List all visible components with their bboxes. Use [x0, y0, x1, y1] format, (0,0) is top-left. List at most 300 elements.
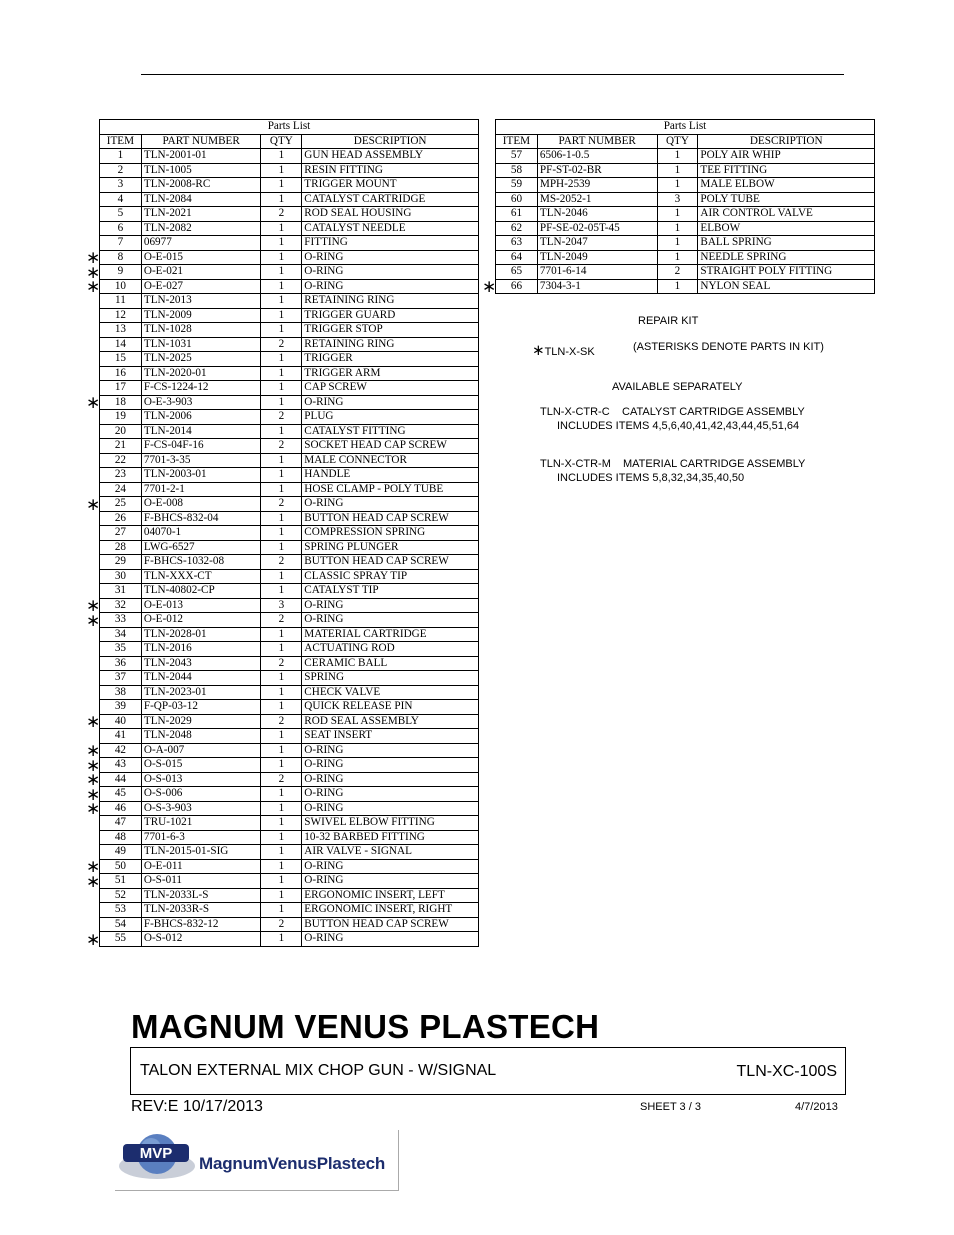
table-row [100, 540, 479, 555]
cell-item: 9 [100, 265, 142, 280]
cell-item: 31 [100, 584, 142, 599]
cell-description: BUTTON HEAD CAP SCREW [302, 917, 479, 932]
table-row [100, 439, 479, 454]
table-row [100, 250, 479, 265]
cell-item: 60 [496, 192, 538, 207]
cell-description: TRIGGER GUARD [302, 308, 479, 323]
cell-item: 24 [100, 482, 142, 497]
cell-part-number: LWG-6527 [141, 540, 261, 555]
cell-item: 44 [100, 772, 142, 787]
cell-qty: 1 [261, 830, 302, 845]
kit-asterisk: ∗ [86, 770, 101, 791]
cell-qty: 1 [261, 743, 302, 758]
cell-description: O-RING [302, 758, 479, 773]
cell-item: 27 [100, 526, 142, 541]
cell-item: 66 [496, 279, 538, 294]
ctr-m-desc: MATERIAL CARTRIDGE ASSEMBLY [623, 458, 806, 470]
cell-description: O-RING [302, 932, 479, 947]
table-row [496, 178, 875, 193]
cell-qty: 1 [657, 207, 698, 222]
cell-qty: 1 [261, 250, 302, 265]
cell-part-number: F-CS-1224-12 [141, 381, 261, 396]
cell-qty: 2 [261, 207, 302, 222]
cell-qty: 1 [261, 482, 302, 497]
cell-description: MALE ELBOW [698, 178, 875, 193]
cell-part-number: 7701-6-3 [141, 830, 261, 845]
cell-description: BUTTON HEAD CAP SCREW [302, 511, 479, 526]
cell-description: COMPRESSION SPRING [302, 526, 479, 541]
cell-qty: 1 [261, 395, 302, 410]
parts-list-table-right [495, 119, 875, 294]
cell-qty: 1 [261, 511, 302, 526]
table-row [100, 801, 479, 816]
cell-description: SPRING [302, 671, 479, 686]
cell-part-number: TLN-2047 [537, 236, 657, 251]
cell-part-number: TLN-2001-01 [141, 149, 261, 164]
cell-part-number: O-S-012 [141, 932, 261, 947]
cell-description: SWIVEL ELBOW FITTING [302, 816, 479, 831]
cell-description: CLASSIC SPRAY TIP [302, 569, 479, 584]
ctr-c-part: TLN-X-CTR-C [540, 406, 610, 418]
cell-item: 10 [100, 279, 142, 294]
mvp-globe-icon [115, 1130, 205, 1190]
cell-part-number: TLN-2043 [141, 656, 261, 671]
cell-description: TEE FITTING [698, 163, 875, 178]
cell-qty: 2 [261, 410, 302, 425]
table-row [100, 598, 479, 613]
cell-qty: 1 [261, 540, 302, 555]
table-row [100, 888, 479, 903]
cell-qty: 1 [261, 627, 302, 642]
cell-description: NEEDLE SPRING [698, 250, 875, 265]
header-description: DESCRIPTION [698, 134, 875, 149]
cell-description: O-RING [302, 801, 479, 816]
table-row [100, 337, 479, 352]
cell-qty: 1 [657, 279, 698, 294]
cell-description: RETAINING RING [302, 294, 479, 309]
cell-part-number: MPH-2539 [537, 178, 657, 193]
cell-item: 28 [100, 540, 142, 555]
cell-description: POLY AIR WHIP [698, 149, 875, 164]
cell-qty: 1 [261, 845, 302, 860]
ctr-c-includes: INCLUDES ITEMS 4,5,6,40,41,42,43,44,45,51,64 [557, 420, 800, 432]
cell-description: TRIGGER MOUNT [302, 178, 479, 193]
table-row [100, 845, 479, 860]
header-part-number: PART NUMBER [141, 134, 261, 149]
cell-item: 25 [100, 497, 142, 512]
cell-part-number: PF-ST-02-BR [537, 163, 657, 178]
cell-item: 16 [100, 366, 142, 381]
cell-qty: 1 [261, 149, 302, 164]
cell-part-number: MS-2052-1 [537, 192, 657, 207]
cell-qty: 1 [261, 236, 302, 251]
asterisk-marker: ∗ [532, 341, 545, 359]
cell-part-number: 04070-1 [141, 526, 261, 541]
table-row [100, 192, 479, 207]
cell-part-number: TLN-1031 [141, 337, 261, 352]
drawing-number: TLN-XC-100S [736, 1063, 837, 1080]
table-caption-row [496, 120, 875, 135]
repair-kit-part: TLN-X-SK [544, 346, 595, 358]
table-row [100, 294, 479, 309]
header-item: ITEM [100, 134, 142, 149]
cell-qty: 1 [261, 178, 302, 193]
table-caption: Parts List [100, 120, 479, 135]
cell-part-number: O-S-011 [141, 874, 261, 889]
table-row [496, 221, 875, 236]
cell-qty: 1 [261, 453, 302, 468]
cell-part-number: TLN-2014 [141, 424, 261, 439]
cell-description: SEAT INSERT [302, 729, 479, 744]
cell-item: 14 [100, 337, 142, 352]
cell-description: ERGONOMIC INSERT, RIGHT [302, 903, 479, 918]
cell-item: 47 [100, 816, 142, 831]
table-header-row [100, 134, 479, 149]
cell-description: ROD SEAL ASSEMBLY [302, 714, 479, 729]
cell-description: SPRING PLUNGER [302, 540, 479, 555]
cell-qty: 2 [261, 656, 302, 671]
table-row [100, 714, 479, 729]
cell-item: 61 [496, 207, 538, 222]
table-row [100, 555, 479, 570]
cell-item: 64 [496, 250, 538, 265]
kit-asterisk: ∗ [86, 494, 101, 515]
cell-qty: 2 [261, 714, 302, 729]
table-row [100, 352, 479, 367]
cell-item: 36 [100, 656, 142, 671]
cell-description: ACTUATING ROD [302, 642, 479, 657]
revision: REV:E 10/17/2013 [131, 1098, 263, 1115]
cell-part-number: F-BHCS-1032-08 [141, 555, 261, 570]
cell-qty: 3 [261, 598, 302, 613]
title-box [130, 1047, 846, 1095]
kit-asterisk: ∗ [86, 262, 101, 283]
cell-part-number: TLN-2020-01 [141, 366, 261, 381]
table-row [100, 221, 479, 236]
kit-asterisk: ∗ [86, 712, 101, 733]
cell-description: CATALYST FITTING [302, 424, 479, 439]
cell-qty: 1 [261, 381, 302, 396]
cell-item: 49 [100, 845, 142, 860]
cell-part-number: TLN-2029 [141, 714, 261, 729]
cell-part-number: TLN-2028-01 [141, 627, 261, 642]
cell-qty: 1 [261, 279, 302, 294]
cell-item: 65 [496, 265, 538, 280]
cell-description: NYLON SEAL [698, 279, 875, 294]
cell-qty: 1 [261, 874, 302, 889]
table-header-row [496, 134, 875, 149]
parts-list-table-left [99, 119, 479, 947]
cell-part-number: TLN-1005 [141, 163, 261, 178]
cell-item: 17 [100, 381, 142, 396]
cell-qty: 1 [261, 265, 302, 280]
cell-description: ROD SEAL HOUSING [302, 207, 479, 222]
header-description: DESCRIPTION [302, 134, 479, 149]
cell-part-number: O-E-011 [141, 859, 261, 874]
table-row [100, 265, 479, 280]
table-row [100, 874, 479, 889]
cell-part-number: TLN-2033R-S [141, 903, 261, 918]
cell-part-number: TLN-2046 [537, 207, 657, 222]
cell-item: 55 [100, 932, 142, 947]
cell-description: O-RING [302, 613, 479, 628]
cell-qty: 1 [261, 700, 302, 715]
kit-asterisk: ∗ [86, 596, 101, 617]
cell-part-number: O-E-027 [141, 279, 261, 294]
cell-qty: 1 [261, 859, 302, 874]
cell-part-number: TLN-2044 [141, 671, 261, 686]
table-row [100, 729, 479, 744]
cell-part-number: O-A-007 [141, 743, 261, 758]
cell-qty: 1 [261, 801, 302, 816]
kit-asterisk: ∗ [86, 610, 101, 631]
cell-qty: 1 [261, 758, 302, 773]
cell-qty: 1 [261, 569, 302, 584]
cell-description: O-RING [302, 497, 479, 512]
cell-qty: 1 [657, 149, 698, 164]
cell-description: O-RING [302, 265, 479, 280]
sheet-number: SHEET 3 / 3 [640, 1101, 701, 1113]
kit-asterisk: ∗ [482, 277, 497, 298]
cell-qty: 1 [657, 221, 698, 236]
cell-qty: 2 [261, 337, 302, 352]
ctr-c-desc: CATALYST CARTRIDGE ASSEMBLY [622, 406, 805, 418]
cell-item: 59 [496, 178, 538, 193]
logo-badge-text: MVP [139, 1145, 173, 1162]
table-row [100, 410, 479, 425]
cell-description: O-RING [302, 874, 479, 889]
cell-description: O-RING [302, 772, 479, 787]
table-row [100, 932, 479, 947]
kit-asterisk: ∗ [86, 277, 101, 298]
cell-part-number: TLN-2008-RC [141, 178, 261, 193]
cell-part-number: 7701-3-35 [141, 453, 261, 468]
cell-qty: 2 [261, 917, 302, 932]
table-row [100, 424, 479, 439]
cell-part-number: TLN-1028 [141, 323, 261, 338]
cell-item: 45 [100, 787, 142, 802]
cell-item: 34 [100, 627, 142, 642]
cell-part-number: TLN-2049 [537, 250, 657, 265]
repair-kit-heading: REPAIR KIT [638, 315, 699, 327]
cell-part-number: TLN-2084 [141, 192, 261, 207]
cell-part-number: TLN-2023-01 [141, 685, 261, 700]
cell-description: TRIGGER [302, 352, 479, 367]
drawing-description: TALON EXTERNAL MIX CHOP GUN - W/SIGNAL [140, 1062, 497, 1079]
cell-part-number: PF-SE-02-05T-45 [537, 221, 657, 236]
table-row [100, 671, 479, 686]
cell-item: 62 [496, 221, 538, 236]
table-row [496, 236, 875, 251]
table-row [100, 482, 479, 497]
cell-item: 12 [100, 308, 142, 323]
cell-part-number: TLN-2016 [141, 642, 261, 657]
cell-description: CHECK VALVE [302, 685, 479, 700]
kit-asterisk: ∗ [86, 799, 101, 820]
cell-description: MATERIAL CARTRIDGE [302, 627, 479, 642]
cell-qty: 2 [261, 555, 302, 570]
cell-item: 58 [496, 163, 538, 178]
cell-part-number: F-BHCS-832-12 [141, 917, 261, 932]
cell-part-number: O-S-006 [141, 787, 261, 802]
cell-qty: 1 [261, 221, 302, 236]
logo-wordmark: MagnumVenusPlastech [199, 1154, 386, 1173]
table-row [100, 859, 479, 874]
cell-qty: 1 [261, 729, 302, 744]
cell-qty: 1 [261, 526, 302, 541]
cell-qty: 2 [261, 497, 302, 512]
cell-item: 8 [100, 250, 142, 265]
kit-asterisk: ∗ [86, 857, 101, 878]
cell-item: 22 [100, 453, 142, 468]
cell-part-number: 7701-2-1 [141, 482, 261, 497]
cell-description: HANDLE [302, 468, 479, 483]
cell-item: 23 [100, 468, 142, 483]
cell-item: 37 [100, 671, 142, 686]
cell-qty: 1 [657, 163, 698, 178]
cell-item: 38 [100, 685, 142, 700]
table-row [100, 743, 479, 758]
table-row [100, 642, 479, 657]
cell-part-number: 06977 [141, 236, 261, 251]
cell-description: PLUG [302, 410, 479, 425]
kit-asterisk: ∗ [86, 393, 101, 414]
cell-description: O-RING [302, 279, 479, 294]
top-rule [141, 74, 844, 75]
table-row [496, 149, 875, 164]
cell-part-number: 7304-3-1 [537, 279, 657, 294]
cell-qty: 1 [261, 685, 302, 700]
cell-qty: 1 [261, 903, 302, 918]
kit-asterisk: ∗ [86, 929, 101, 950]
cell-item: 5 [100, 207, 142, 222]
cell-qty: 1 [261, 671, 302, 686]
table-row [100, 569, 479, 584]
table-row [496, 265, 875, 280]
cell-item: 48 [100, 830, 142, 845]
cell-qty: 1 [261, 468, 302, 483]
kit-asterisk: ∗ [86, 248, 101, 269]
cell-description: SOCKET HEAD CAP SCREW [302, 439, 479, 454]
table-row [100, 149, 479, 164]
cell-description: O-RING [302, 787, 479, 802]
cell-description: POLY TUBE [698, 192, 875, 207]
cell-qty: 1 [261, 192, 302, 207]
table-row [100, 497, 479, 512]
cell-item: 29 [100, 555, 142, 570]
cell-description: RESIN FITTING [302, 163, 479, 178]
table-row [100, 323, 479, 338]
cell-description: O-RING [302, 598, 479, 613]
ctr-m-includes: INCLUDES ITEMS 5,8,32,34,35,40,50 [557, 472, 745, 484]
table-row [100, 656, 479, 671]
cell-qty: 1 [657, 250, 698, 265]
table-row [100, 178, 479, 193]
cell-qty: 2 [261, 439, 302, 454]
cell-qty: 2 [261, 613, 302, 628]
cell-item: 52 [100, 888, 142, 903]
cell-description: MALE CONNECTOR [302, 453, 479, 468]
available-heading: AVAILABLE SEPARATELY [612, 381, 743, 393]
cell-item: 15 [100, 352, 142, 367]
kit-asterisk: ∗ [86, 784, 101, 805]
cell-part-number: TLN-2013 [141, 294, 261, 309]
cell-part-number: TLN-2033L-S [141, 888, 261, 903]
cell-part-number: F-QP-03-12 [141, 700, 261, 715]
table-row [100, 772, 479, 787]
cell-item: 13 [100, 323, 142, 338]
cell-description: STRAIGHT POLY FITTING [698, 265, 875, 280]
cell-part-number: TLN-2082 [141, 221, 261, 236]
cell-qty: 1 [261, 816, 302, 831]
cell-part-number: 6506-1-0.5 [537, 149, 657, 164]
cell-part-number: F-CS-04F-16 [141, 439, 261, 454]
cell-part-number: TLN-2021 [141, 207, 261, 222]
cell-part-number: TLN-2025 [141, 352, 261, 367]
cell-qty: 1 [261, 352, 302, 367]
cell-description: BALL SPRING [698, 236, 875, 251]
table-row [100, 236, 479, 251]
ctr-m-part: TLN-X-CTR-M [540, 458, 611, 470]
table-row [496, 163, 875, 178]
cell-part-number: TLN-2003-01 [141, 468, 261, 483]
table-row [100, 395, 479, 410]
cell-description: RETAINING RING [302, 337, 479, 352]
cell-qty: 1 [657, 178, 698, 193]
cell-item: 3 [100, 178, 142, 193]
cell-item: 50 [100, 859, 142, 874]
table-row [100, 468, 479, 483]
cell-qty: 3 [657, 192, 698, 207]
cell-item: 53 [100, 903, 142, 918]
table-row [100, 584, 479, 599]
cell-part-number: TRU-1021 [141, 816, 261, 831]
table-caption: Parts List [496, 120, 875, 135]
table-row [100, 830, 479, 845]
table-row [496, 250, 875, 265]
cell-qty: 2 [261, 772, 302, 787]
cell-description: QUICK RELEASE PIN [302, 700, 479, 715]
cell-description: AIR VALVE - SIGNAL [302, 845, 479, 860]
cell-description: O-RING [302, 395, 479, 410]
cell-qty: 1 [261, 932, 302, 947]
cell-part-number: O-E-015 [141, 250, 261, 265]
cell-part-number: 7701-6-14 [537, 265, 657, 280]
cell-item: 51 [100, 874, 142, 889]
cell-qty: 1 [261, 888, 302, 903]
cell-part-number: O-E-012 [141, 613, 261, 628]
table-row [100, 917, 479, 932]
cell-part-number: O-E-008 [141, 497, 261, 512]
cell-qty: 1 [261, 424, 302, 439]
cell-description: FITTING [302, 236, 479, 251]
cell-qty: 1 [657, 236, 698, 251]
cell-item: 41 [100, 729, 142, 744]
cell-item: 6 [100, 221, 142, 236]
table-row [100, 816, 479, 831]
repair-kit-line [532, 341, 595, 359]
cell-item: 42 [100, 743, 142, 758]
cell-item: 33 [100, 613, 142, 628]
cell-item: 57 [496, 149, 538, 164]
cell-item: 20 [100, 424, 142, 439]
kit-asterisk: ∗ [86, 755, 101, 776]
cell-qty: 1 [261, 787, 302, 802]
table-row [100, 511, 479, 526]
table-row [100, 685, 479, 700]
cell-item: 63 [496, 236, 538, 251]
cell-description: TRIGGER ARM [302, 366, 479, 381]
